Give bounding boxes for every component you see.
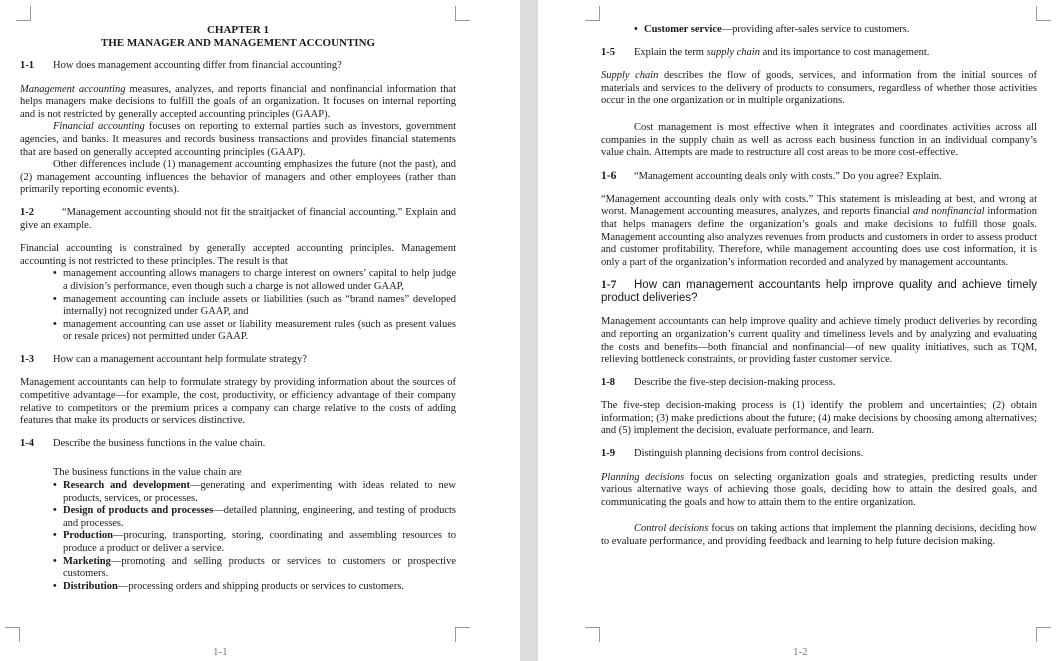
page-gap	[520, 0, 538, 661]
question-1-8	[601, 377, 1037, 390]
answer-1-7: Management accountants can help improve quality and achieve timely product deliveries by recording and reporting an organization’s current quality and timeliness levels and by analyzing and evaluating the costs and benefits—both financial and nonfinancial—of new quality initiatives, such as TQM, relieving bottleneck constraints, or providing faster customer service.	[601, 316, 1037, 366]
list-item: • Production—procuring, transporting, storing, coordinating and assembling resources to produce a product or deliver a service.	[63, 530, 456, 555]
question-text: “Management accounting should not fit the straitjacket of financial accounting.” Explain and give an example.	[20, 206, 456, 231]
answer-1-2-intro: Financial accounting is constrained by generally accepted accounting principles. Management accounting is not restricted to these principles. The result is that	[20, 243, 456, 267]
question-number: 1-6	[601, 169, 617, 182]
page-number: 1-1	[213, 646, 228, 658]
crop-mark-top-left	[16, 6, 31, 21]
question-text: Distinguish planning decisions from control decisions.	[634, 448, 864, 460]
page-left	[0, 0, 520, 661]
term: Distribution	[63, 580, 118, 592]
chapter-title: THE MANAGER AND MANAGEMENT ACCOUNTING	[100, 37, 376, 49]
term: Management accounting	[20, 83, 126, 95]
answer-1-1-para-2: Financial accounting focuses on reporting to external parties such as investors, government agencies, and banks. It measures and records business transactions and provides financial statements that are based on generally accepted accounting principles (GAAP).	[20, 121, 456, 158]
question-number: 1-1	[20, 60, 34, 71]
answer-1-2-list	[20, 268, 456, 344]
term: Production	[63, 530, 113, 542]
question-1-6	[601, 170, 1037, 183]
list-item: • Marketing—promoting and selling products or services to customers or prospective customers.	[63, 556, 456, 581]
answer-1-8: The five-step decision-making process is (1) identify the problem and uncertainties; (2) obtain information; (3) make predictions about the future; (4) make decisions by choosing among alternatives; and (5) implement the decision, evaluate performance, and learn.	[601, 400, 1037, 437]
term: Design of products and processes	[63, 505, 214, 517]
page-right	[538, 0, 1061, 661]
list-item: • Design of products and processes—detailed planning, engineering, and testing of products and processes.	[63, 505, 456, 530]
list-item: • management accounting can include assets or liabilities (such as “brand names” developed internally) not recognized under GAAP, and	[63, 294, 456, 319]
question-1-9	[601, 448, 1037, 461]
term: Customer service	[644, 24, 722, 35]
answer-1-3: Management accountants can help to formulate strategy by providing information about the sources of competitive advantage—for example, the cost, productivity, or efficiency advantage of their company relative to competitors or the premium prices a company can charge relative to the costs of adding features that make its products or services distinctive.	[20, 377, 456, 427]
crop-mark-bottom-right	[455, 627, 470, 642]
question-text: Describe the business functions in the value chain.	[53, 437, 266, 449]
list-item: • Research and development—generating and experimenting with ideas related to new products, services, or processes.	[63, 480, 456, 505]
question-number: 1-8	[601, 376, 615, 388]
question-number: 1-3	[20, 353, 34, 365]
question-number: 1-4	[20, 437, 34, 449]
list-item: • Customer service—providing after-sales service to customers.	[644, 24, 1037, 37]
right-page-content	[601, 24, 1037, 549]
question-text: How does management accounting differ from financial accounting?	[53, 60, 342, 71]
question-1-7	[601, 279, 1037, 305]
page-number: 1-2	[793, 646, 808, 658]
crop-mark-bottom-right	[1036, 627, 1051, 642]
answer-1-9-para-2: Control decisions focus on taking actions that implement the planning decisions, deciding how to evaluate performance, and providing feedback and learning to help future decision making.	[601, 523, 1037, 548]
question-text: “Management accounting deals only with costs.” Do you agree? Explain.	[634, 170, 942, 182]
left-page-content	[20, 24, 456, 603]
question-text: Explain the term supply chain and its importance to cost management.	[634, 46, 930, 58]
question-number: 1-2	[20, 206, 34, 218]
answer-1-6: “Management accounting deals only with costs.” This statement is misleading at best, and wrong at worst. Management accounting measures, analyzes, and reports financial and nonfinancial information that helps managers define the organization’s goals and make decisions to fulfill those goals. Management accounting also analyzes revenues from products and customers in order to assess product and customer profitability. Therefore, while management accounting does use cost information, it is only a part of the organization’s information recorded and analyzed by management accountants.	[601, 193, 1037, 268]
question-text: How can management accountants help improve quality and achieve timely product deliveries?	[601, 279, 1037, 305]
term: Research and development	[63, 480, 190, 492]
question-number: 1-7	[601, 279, 617, 292]
list-item: • management accounting allows managers to charge interest on owners’ capital to help judge a division’s performance, even though such a charge is not allowed under GAAP,	[63, 268, 456, 293]
question-1-4	[20, 438, 456, 451]
question-text: How can a management accountant help formulate strategy?	[53, 353, 307, 365]
question-number: 1-9	[601, 448, 615, 460]
question-1-3	[20, 354, 456, 367]
term: Supply chain	[601, 70, 659, 82]
question-text: Describe the five-step decision-making process.	[634, 376, 836, 388]
crop-mark-top-right	[455, 6, 470, 21]
crop-mark-top-right	[1036, 6, 1051, 21]
answer-1-5-para-2: Cost management is most effective when it integrates and coordinates activities across all companies in the supply chain as well as across each business function in an individual company’s value chain. Attempts are made to restructure all cost areas to be more cost-effective.	[601, 121, 1037, 159]
answer-1-1-para-3: Other differences include (1) management accounting emphasizes the future (not the past), and (2) management accounting influences the behavior of managers and other employees (rather than primarily reporting economic events).	[20, 159, 456, 196]
question-1-2	[20, 207, 456, 232]
list-item: • Distribution—processing orders and shipping products or services to customers.	[63, 581, 456, 594]
answer-1-1-para-1: Management accounting measures, analyzes, and reports financial and nonfinancial information that helps managers make decisions to fulfill the goals of an organization. It focuses on internal reporting and is not restricted by generally accepted accounting principles (GAAP).	[20, 83, 456, 120]
term: Financial accounting	[53, 121, 145, 133]
answer-1-9-para-1: Planning decisions focus on selecting organization goals and strategies, predicting results under various alternative ways of achieving those goals, deciding how to attain the desired goals, and communicating the goals and how to attain them to the entire organization.	[601, 471, 1038, 508]
value-chain-list	[20, 480, 456, 593]
value-chain-list-continued	[601, 24, 1037, 37]
crop-mark-bottom-left	[585, 627, 600, 642]
term: Marketing	[63, 555, 111, 567]
list-item: • management accounting can use asset or liability measurement rules (such as present values or resale prices) not permitted under GAAP.	[63, 319, 456, 344]
term: Control decisions	[634, 523, 709, 535]
question-1-5	[601, 47, 1037, 60]
question-1-1	[20, 60, 456, 73]
term: Planning decisions	[601, 471, 685, 483]
answer-1-4-intro: The business functions in the value chain are	[53, 467, 242, 479]
answer-1-5-para-1: Supply chain describes the flow of goods, services, and information from the initial sources of materials and services to the delivery of products to consumers, regardless of whether those activities occur in the one organization or in multiple organizations.	[601, 70, 1038, 107]
chapter-number: CHAPTER 1	[206, 24, 270, 36]
question-number: 1-5	[601, 46, 615, 58]
crop-mark-top-left	[585, 6, 600, 21]
crop-mark-bottom-left	[5, 627, 20, 642]
